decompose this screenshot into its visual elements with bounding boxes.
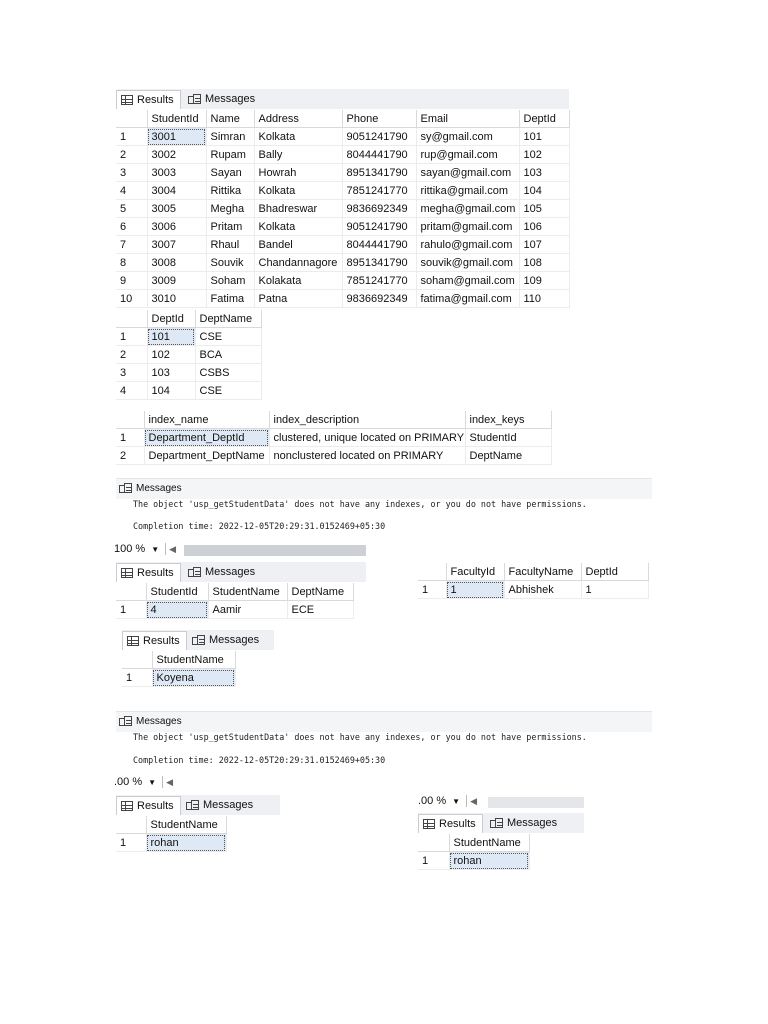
table-row[interactable] (116, 272, 569, 290)
column-header[interactable]: DeptId (581, 563, 648, 581)
table-cell[interactable]: 3005 (147, 200, 206, 218)
table-cell[interactable]: 3010 (147, 290, 206, 308)
table-cell[interactable]: Kolkata (254, 182, 342, 200)
column-header[interactable]: StudentName (208, 583, 287, 601)
scroll-left-icon[interactable]: ◀ (166, 776, 173, 787)
table-cell[interactable]: soham@gmail.com (416, 272, 519, 290)
table-cell[interactable]: Rhaul (206, 236, 254, 254)
column-header[interactable]: Phone (342, 110, 416, 128)
row-number: 1 (116, 601, 146, 619)
grid-header (116, 310, 261, 328)
row-number: 10 (116, 290, 147, 308)
column-header[interactable]: DeptName (287, 583, 353, 601)
table-cell[interactable]: 7851241770 (342, 182, 416, 200)
table-cell[interactable]: pritam@gmail.com (416, 218, 519, 236)
table-row[interactable] (418, 852, 529, 870)
table-row[interactable] (418, 581, 648, 599)
column-header[interactable]: DeptId (147, 310, 195, 328)
column-header[interactable]: StudentId (146, 583, 208, 601)
grid-header (418, 563, 648, 581)
table-cell[interactable]: 3009 (147, 272, 206, 290)
row-number: 4 (116, 182, 147, 200)
column-header[interactable]: DeptName (195, 310, 261, 328)
results-tab[interactable]: Results (116, 90, 181, 109)
table-row[interactable] (116, 364, 261, 382)
table-cell[interactable]: StudentId (465, 429, 551, 447)
column-header[interactable]: DeptId (519, 110, 569, 128)
table-cell[interactable]: Soham (206, 272, 254, 290)
messages-tab-label[interactable]: Messages (136, 483, 182, 494)
row-number: 1 (116, 429, 144, 447)
zoom-level[interactable]: 100 % (114, 543, 146, 555)
grid-header (116, 583, 353, 601)
table-cell[interactable]: sy@gmail.com (416, 128, 519, 146)
table-cell[interactable]: 9051241790 (342, 128, 416, 146)
table-cell[interactable]: CSE (195, 328, 261, 346)
table-cell[interactable]: 9051241790 (342, 218, 416, 236)
table-row[interactable] (116, 164, 569, 182)
table-cell[interactable]: 107 (519, 236, 569, 254)
column-header[interactable]: index_name (144, 411, 269, 429)
row-number: 3 (116, 164, 147, 182)
results-tabs-koyena (122, 630, 274, 650)
table-cell[interactable]: Abhishek (504, 581, 581, 599)
table-cell[interactable]: Simran (206, 128, 254, 146)
grid-header (116, 816, 226, 834)
row-number: 1 (116, 328, 147, 346)
messages-icon (119, 716, 132, 727)
table-row[interactable] (116, 200, 569, 218)
row-number-header (116, 310, 147, 328)
scroll-left-icon[interactable]: ◀ (470, 795, 477, 806)
table-row[interactable] (116, 447, 551, 465)
table-cell[interactable]: 103 (519, 164, 569, 182)
messages-icon (186, 800, 199, 811)
message-text: The object 'usp_getStudentData' does not have any indexes, or you do not have permissions. (133, 499, 587, 509)
row-number: 3 (116, 364, 147, 382)
table-cell[interactable]: 3002 (147, 146, 206, 164)
table-cell[interactable]: 3006 (147, 218, 206, 236)
grid-icon (121, 95, 133, 105)
table-cell[interactable]: Souvik (206, 254, 254, 272)
column-header[interactable]: FacultyName (504, 563, 581, 581)
table-cell[interactable]: 104 (147, 382, 195, 400)
dept-grid (116, 310, 262, 400)
completion-time: Completion time: 2022-12-05T20:29:31.0152469+05:30 (133, 755, 386, 765)
table-cell[interactable]: rittika@gmail.com (416, 182, 519, 200)
table-row[interactable] (116, 346, 261, 364)
table-cell[interactable]: 110 (519, 290, 569, 308)
messages-header (116, 478, 652, 499)
table-cell[interactable]: 3008 (147, 254, 206, 272)
results-tabs-rohan (116, 795, 280, 815)
results-tab[interactable]: Results (116, 796, 181, 815)
table-cell[interactable]: DeptName (465, 447, 551, 465)
row-number: 7 (116, 236, 147, 254)
column-header[interactable]: Email (416, 110, 519, 128)
chevron-down-icon[interactable]: ▼ (452, 796, 461, 806)
column-header[interactable]: StudentName (152, 651, 235, 669)
table-cell[interactable]: 105 (519, 200, 569, 218)
row-number: 6 (116, 218, 147, 236)
table-cell[interactable]: Kolkata (254, 128, 342, 146)
messages-tab[interactable]: Messages (184, 90, 261, 109)
messages-tab[interactable]: Messages (486, 814, 563, 833)
messages-tab[interactable]: Messages (184, 563, 261, 582)
table-cell[interactable]: 102 (147, 346, 195, 364)
row-number: 1 (116, 834, 146, 852)
column-header[interactable]: StudentId (147, 110, 206, 128)
table-cell[interactable]: Kolkata (254, 218, 342, 236)
table-row[interactable] (116, 429, 551, 447)
table-cell[interactable]: Fatima (206, 290, 254, 308)
column-header[interactable]: index_keys (465, 411, 551, 429)
column-header[interactable]: StudentName (146, 816, 226, 834)
table-cell[interactable]: souvik@gmail.com (416, 254, 519, 272)
grid-icon (121, 568, 133, 578)
table-cell[interactable]: 101 (147, 328, 195, 346)
grid-icon (127, 636, 139, 646)
messages-icon (192, 635, 205, 646)
table-cell[interactable]: 3001 (147, 128, 206, 146)
column-header[interactable]: FacultyId (446, 563, 504, 581)
table-cell[interactable]: Bandel (254, 236, 342, 254)
table-cell[interactable]: Bhadreswar (254, 200, 342, 218)
rohan-grid (116, 816, 227, 852)
completion-time: Completion time: 2022-12-05T20:29:31.0152469+05:30 (133, 521, 386, 531)
table-cell[interactable]: 103 (147, 364, 195, 382)
table-cell[interactable]: clustered, unique located on PRIMARY (269, 429, 465, 447)
table-cell[interactable]: 3007 (147, 236, 206, 254)
faculty-grid (418, 563, 649, 599)
table-cell[interactable]: 108 (519, 254, 569, 272)
student-dept-grid (116, 583, 354, 619)
row-number-header (116, 816, 146, 834)
table-cell[interactable]: 8951341790 (342, 164, 416, 182)
grid-header (116, 110, 569, 128)
messages-icon (188, 94, 201, 105)
grid-icon (423, 819, 435, 829)
rohan-grid-2 (418, 834, 530, 870)
table-cell[interactable]: Department_DeptName (144, 447, 269, 465)
table-cell[interactable]: 8951341790 (342, 254, 416, 272)
table-row[interactable] (116, 834, 226, 852)
results-tab[interactable]: Results (418, 814, 483, 833)
table-cell[interactable]: Rittika (206, 182, 254, 200)
table-cell[interactable]: 4 (146, 601, 208, 619)
column-header[interactable]: StudentName (449, 834, 529, 852)
table-cell[interactable]: 104 (519, 182, 569, 200)
table-cell[interactable]: BCA (195, 346, 261, 364)
table-cell[interactable]: Kolakata (254, 272, 342, 290)
row-number-header (418, 834, 449, 852)
table-cell[interactable]: 7851241770 (342, 272, 416, 290)
table-cell[interactable]: Sayan (206, 164, 254, 182)
row-number: 1 (116, 128, 147, 146)
chevron-down-icon[interactable]: ▼ (148, 777, 157, 787)
results-tabs-rohan-2 (418, 813, 584, 833)
zoom-bar (114, 543, 176, 557)
row-number: 2 (116, 346, 147, 364)
table-cell[interactable]: CSBS (195, 364, 261, 382)
table-row[interactable] (116, 128, 569, 146)
grid-header (418, 834, 529, 852)
table-cell[interactable]: 109 (519, 272, 569, 290)
table-cell[interactable]: CSE (195, 382, 261, 400)
messages-header (116, 711, 652, 732)
index-grid (116, 411, 552, 465)
table-cell[interactable]: ECE (287, 601, 353, 619)
row-number-header (116, 583, 146, 601)
table-cell[interactable]: 3003 (147, 164, 206, 182)
row-number: 1 (418, 852, 449, 870)
table-cell[interactable]: Rupam (206, 146, 254, 164)
table-cell[interactable]: rohan (146, 834, 226, 852)
table-cell[interactable]: rup@gmail.com (416, 146, 519, 164)
table-cell[interactable]: 9836692349 (342, 290, 416, 308)
table-cell[interactable]: Howrah (254, 164, 342, 182)
results-tab[interactable]: Results (122, 631, 187, 650)
table-cell[interactable]: Department_DeptId (144, 429, 269, 447)
table-cell[interactable]: 102 (519, 146, 569, 164)
chevron-down-icon[interactable]: ▼ (151, 544, 160, 554)
table-cell[interactable]: 3004 (147, 182, 206, 200)
row-number: 1 (122, 669, 152, 687)
table-row[interactable] (116, 382, 261, 400)
row-number-header (116, 411, 144, 429)
table-cell[interactable]: sayan@gmail.com (416, 164, 519, 182)
row-number: 4 (116, 382, 147, 400)
zoom-bar (418, 795, 477, 809)
table-cell[interactable]: Aamir (208, 601, 287, 619)
row-number: 1 (418, 581, 446, 599)
row-number-header (116, 110, 147, 128)
messages-tab[interactable]: Messages (188, 631, 265, 650)
table-cell[interactable]: rahulo@gmail.com (416, 236, 519, 254)
table-cell[interactable]: nonclustered located on PRIMARY (269, 447, 465, 465)
table-cell[interactable]: 1 (446, 581, 504, 599)
column-header[interactable]: Address (254, 110, 342, 128)
grid-header (116, 411, 551, 429)
table-cell[interactable]: 106 (519, 218, 569, 236)
row-number-header (122, 651, 152, 669)
table-cell[interactable]: 101 (519, 128, 569, 146)
table-cell[interactable]: fatima@gmail.com (416, 290, 519, 308)
table-cell[interactable]: 9836692349 (342, 200, 416, 218)
zoom-bar (114, 776, 173, 790)
table-cell[interactable]: 8044441790 (342, 236, 416, 254)
results-tabs-student (116, 89, 569, 109)
table-row[interactable] (116, 182, 569, 200)
grid-icon (121, 801, 133, 811)
row-number: 5 (116, 200, 147, 218)
horizontal-scrollbar[interactable] (488, 797, 584, 808)
table-cell[interactable]: Chandannagore (254, 254, 342, 272)
table-row[interactable] (116, 146, 569, 164)
row-number: 2 (116, 146, 147, 164)
messages-tab[interactable]: Messages (182, 796, 259, 815)
messages-icon (188, 567, 201, 578)
results-tabs-student-dept (116, 562, 366, 582)
koyena-grid (122, 651, 236, 687)
table-cell[interactable]: Patna (254, 290, 342, 308)
messages-icon (119, 483, 132, 494)
scroll-left-icon[interactable]: ◀ (169, 543, 177, 554)
zoom-level[interactable]: .00 % (114, 776, 143, 788)
row-number: 9 (116, 272, 147, 290)
column-header[interactable]: Name (206, 110, 254, 128)
table-row[interactable] (122, 669, 235, 687)
column-header[interactable]: index_description (269, 411, 465, 429)
messages-tab-label[interactable]: Messages (136, 716, 182, 727)
table-cell[interactable]: rohan (449, 852, 529, 870)
horizontal-scrollbar[interactable] (184, 545, 366, 556)
student-grid (116, 110, 570, 308)
messages-icon (490, 818, 503, 829)
zoom-level[interactable]: .00 % (418, 795, 447, 807)
table-row[interactable] (116, 601, 353, 619)
table-row[interactable] (116, 218, 569, 236)
table-cell[interactable]: Bally (254, 146, 342, 164)
table-cell[interactable]: 1 (581, 581, 648, 599)
table-cell[interactable]: Koyena (152, 669, 235, 687)
results-tab[interactable]: Results (116, 563, 181, 582)
row-number: 8 (116, 254, 147, 272)
grid-header (122, 651, 235, 669)
table-row[interactable] (116, 328, 261, 346)
table-row[interactable] (116, 236, 569, 254)
table-cell[interactable]: megha@gmail.com (416, 200, 519, 218)
table-cell[interactable]: 8044441790 (342, 146, 416, 164)
table-cell[interactable]: Megha (206, 200, 254, 218)
row-number: 2 (116, 447, 144, 465)
table-row[interactable] (116, 254, 569, 272)
message-text: The object 'usp_getStudentData' does not have any indexes, or you do not have permissions. (133, 732, 587, 742)
table-cell[interactable]: Pritam (206, 218, 254, 236)
row-number-header (418, 563, 446, 581)
table-row[interactable] (116, 290, 569, 308)
